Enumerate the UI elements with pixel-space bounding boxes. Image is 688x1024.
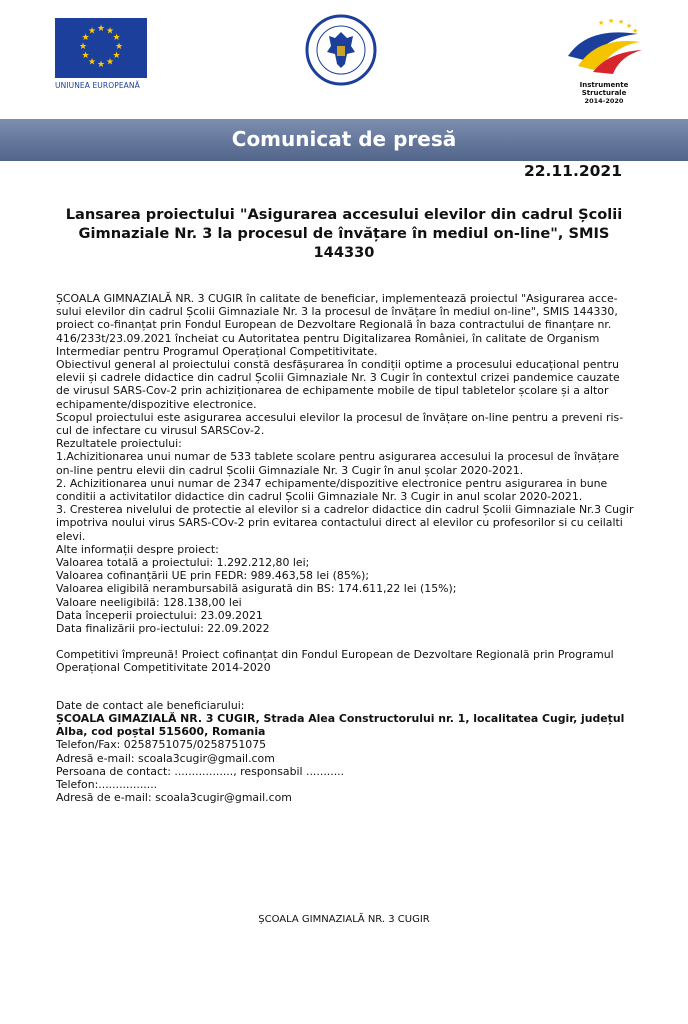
contact-person: Persoana de contact: ................., responsabil ...........: [56, 764, 345, 778]
structural-instruments-period: 2014-2020: [584, 97, 624, 105]
result-item: 1.Achizitionarea unui numar de 533 tablete scolare pentru asigurarea accesului la procesul de învățare on-line pentru elevii din cadrul Școlii Gimnaziale Nr. 3 Cugir în anul școlar 2020-2021.: [56, 450, 620, 477]
structural-instruments-icon: [558, 16, 650, 76]
result-item: 2. Achizitionarea unui numar de 2347 echipamente/dispozitive electronice pentru asigurarea in bune conditii a activitatilor didactice din cadrul Școlii Gimnaziale Nr. 3 Cugir in anul scolar 2020-2021.: [56, 476, 608, 504]
svg-text:★: ★: [96, 24, 106, 34]
banner-title: Comunicat de presă: [231, 127, 457, 151]
contact-email-secondary[interactable]: Adresă de e-mail: scoala3cugir@gmail.com: [56, 791, 292, 805]
info-item: Valoarea eligibilă nerambursabilă asigurată din BS: 174.611,22 lei (15%);: [56, 582, 457, 596]
eu-logo: [55, 18, 147, 90]
svg-text:★: ★: [114, 42, 124, 52]
slogan-paragraph: Competitivi împreună! Proiect cofinanțat din Fondul European de Dezvoltare Regională prin Programul Operațional Competitivitate 2014-2020: [56, 648, 614, 675]
spacer: [56, 675, 636, 699]
svg-text:★: ★: [626, 22, 633, 30]
contact-address: ȘCOALA GIMAZIALĂ NR. 3 CUGIR, Strada Alea Constructorului nr. 1, localitatea Cugir, județul Alba, cod poștal 515600, Romania: [56, 711, 625, 739]
result-item: 3. Cresterea nivelului de protectie al elevilor si a cadrelor didactice din cadrul Școlii Gimnaziale Nr.3 Cugir impotriva noului virus SARS-COv-2 prin evitarea contactului direct al elevilor cu profesorilor si cu ceilalti elevi.: [56, 503, 634, 543]
info-item: Data finalizării pro-iectului: 22.09.2022: [56, 622, 270, 636]
eu-label: UNIUNEA EUROPEANĂ: [55, 81, 140, 90]
document-body: [56, 292, 636, 804]
contact-title: Date de contact ale beneficiarului:: [56, 698, 245, 712]
government-seal-icon: [305, 14, 377, 86]
contact-email[interactable]: Adresă e-mail: scoala3cugir@gmail.com: [56, 751, 275, 765]
eu-flag-icon: [55, 18, 147, 78]
results-title: Rezultatele proiectului:: [56, 437, 182, 451]
svg-text:★: ★: [87, 57, 97, 68]
svg-text:★: ★: [112, 51, 121, 61]
svg-text:★: ★: [96, 60, 106, 70]
info-item: Valoare neeligibilă: 128.138,00 lei: [56, 595, 242, 609]
svg-text:★: ★: [81, 51, 90, 61]
info-item: Valoarea totală a proiectului: 1.292.212,80 lei;: [56, 556, 310, 570]
structural-instruments-label: Instrumente Structurale: [579, 81, 629, 97]
svg-text:★: ★: [105, 57, 115, 68]
svg-text:★: ★: [112, 33, 121, 43]
info-item: Data începerii proiectului: 23.09.2021: [56, 608, 263, 622]
svg-text:★: ★: [78, 42, 88, 52]
svg-text:★: ★: [598, 19, 605, 27]
press-release-banner: [0, 119, 688, 161]
svg-text:★: ★: [87, 26, 97, 37]
svg-text:★: ★: [632, 27, 639, 35]
contact-tel: Telefon:.................: [56, 777, 158, 791]
info-title: Alte informații despre proiect:: [56, 542, 219, 556]
contact-phone: Telefon/Fax: 0258751075/0258751075: [56, 738, 267, 752]
info-item: Valoarea cofinanțării UE prin FEDR: 989.463,58 lei (85%);: [56, 569, 370, 583]
footer-school-name: ȘCOALA GIMNAZIALĂ NR. 3 CUGIR: [258, 914, 430, 925]
headline: Lansarea proiectului "Asigurarea accesului elevilor din cadrul Școlii Gimnaziale Nr. 3 la procesul de învățare în mediul on-line", SMIS 144330: [65, 206, 623, 261]
svg-text:★: ★: [105, 26, 115, 37]
release-date: 22.11.2021: [523, 162, 622, 180]
spacer: [56, 635, 636, 648]
svg-text:★: ★: [618, 18, 625, 26]
structural-instruments-logo: [558, 16, 650, 105]
objective-paragraph: Obiectivul general al proiectului constă desfășurarea în condiții optime a procesului educațional pentru elevii și cadrele didactice din cadrul Școlii Gimnaziale Nr. 3 Cugir în contextul crizei pandemice cauzate de virusul SARS-Cov-2 prin achiziționarea de echipamente mobile de tipul tabletelor școlare și a altor echipamente/dispozitive electronice.: [56, 358, 620, 411]
svg-text:★: ★: [608, 17, 615, 25]
purpose-paragraph: Scopul proiectului este asigurarea accesului elevilor la procesul de învățare on-line pentru a preveni ris-cul de infectare cu virusul SARSCov-2.: [56, 410, 624, 438]
svg-text:★: ★: [81, 33, 90, 43]
intro-paragraph: ȘCOALA GIMNAZIALĂ NR. 3 CUGIR în calitate de beneficiar, implementează proiectul "Asigurarea acce-sului elevilor din cadrul Școlii Gimnaziale Nr. 3 la procesul de învățare în mediul on-line", SMIS 144330, proiect co-finanțat prin Fondul European de Dezvoltare Regională în baza contractului de finanțare nr. 416/233t/23.09.2021 încheiat cu Autoritatea pentru Digitalizarea României, în calitate de Organism Intermediar pentru Programul Operațional Competitivitate.: [56, 292, 618, 358]
